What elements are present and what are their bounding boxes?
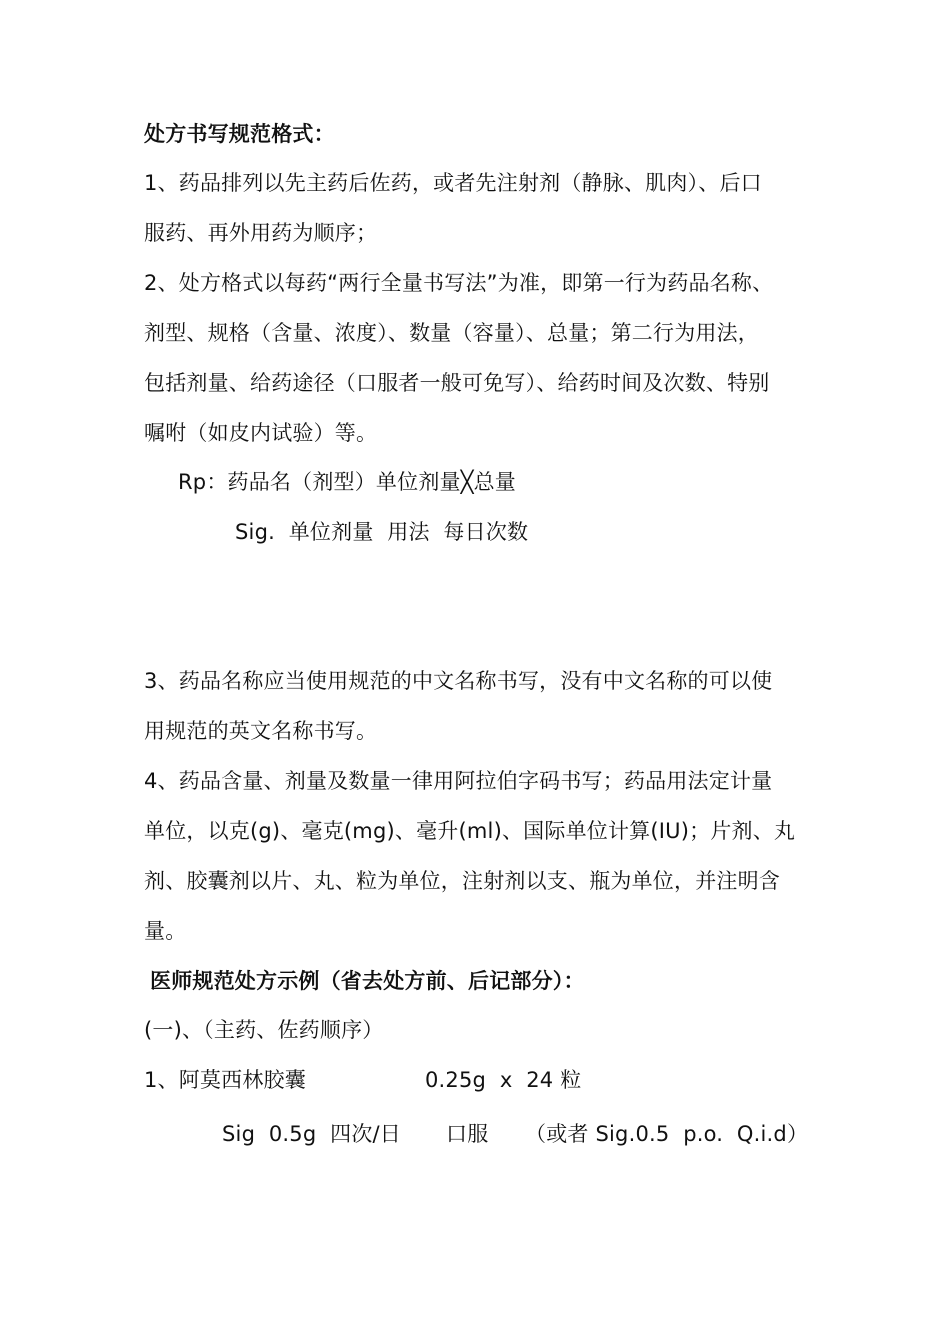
rp-format-line: Rp：药品名（剂型）单位剂量╳总量 bbox=[178, 470, 516, 494]
para-4-line-3: 剂、胶囊剂以片、丸、粒为单位，注射剂以支、瓶为单位，并注明含 bbox=[144, 869, 780, 893]
para-4-line-1: 4、药品含量、剂量及数量一律用阿拉伯字码书写；药品用法定计量 bbox=[144, 769, 773, 793]
example-section-title: (一)、（主药、佐药顺序） bbox=[144, 1018, 384, 1042]
para-4-line-2: 单位，以克(g)、毫克(mg)、毫升(ml)、国际单位计算(IU)；片剂、丸 bbox=[144, 819, 796, 843]
sig-format-line: Sig. 单位剂量 用法 每日次数 bbox=[235, 520, 529, 544]
example-heading: 医师规范处方示例（省去处方前、后记部分）： bbox=[150, 969, 585, 993]
para-4-line-4: 量。 bbox=[144, 919, 187, 943]
para-2-line-2: 剂型、规格（含量、浓度）、数量（容量）、总量；第二行为用法， bbox=[144, 321, 759, 345]
example-drug-spec: 0.25g x 24 粒 bbox=[425, 1068, 582, 1092]
para-1-line-2: 服药、再外用药为顺序； bbox=[144, 221, 378, 245]
doc-heading: 处方书写规范格式： bbox=[144, 122, 335, 146]
example-drug-name: 1、阿莫西林胶囊 bbox=[144, 1068, 306, 1092]
example-alt-notation: （或者 Sig.0.5 p.o. Q.i.d） bbox=[525, 1122, 809, 1146]
para-2-line-4: 嘱咐（如皮内试验）等。 bbox=[144, 421, 378, 445]
para-1-line-1: 1、药品排列以先主药后佐药，或者先注射剂（静脉、肌肉）、后口 bbox=[144, 171, 762, 195]
para-2-line-3: 包括剂量、给药途径（口服者一般可免写）、给药时间及次数、特别 bbox=[144, 371, 770, 395]
para-3-line-2: 用规范的英文名称书写。 bbox=[144, 719, 378, 743]
example-sig: Sig 0.5g 四次/日 bbox=[222, 1122, 401, 1146]
example-route: 口服 bbox=[446, 1122, 489, 1146]
para-2-line-1: 2、处方格式以每药“两行全量书写法”为准，即第一行为药品名称、 bbox=[144, 271, 774, 295]
para-3-line-1: 3、药品名称应当使用规范的中文名称书写，没有中文名称的可以使 bbox=[144, 669, 773, 693]
